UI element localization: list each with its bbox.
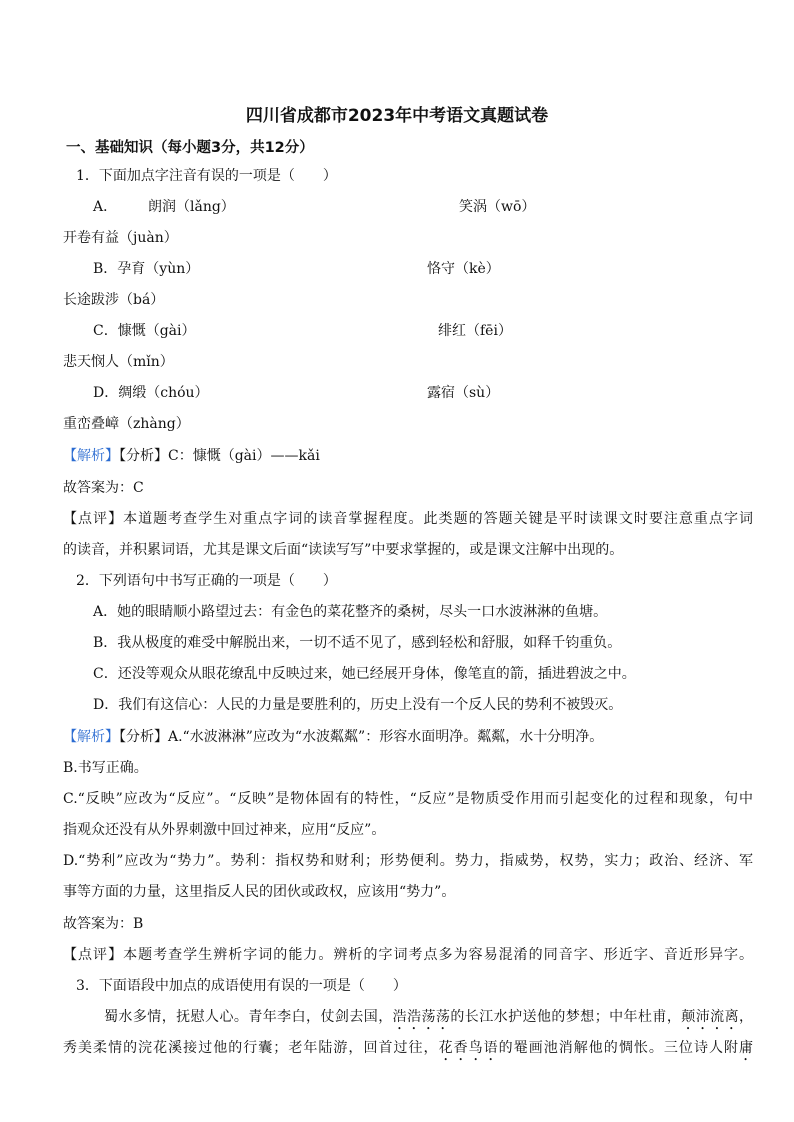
q1-option-b-3: 长途跋涉（bá） [63,292,165,308]
q2-analysis-text: 【分析】A.“水波淋淋”应改为“水波粼粼”：形容水面明净。粼粼，水十分明净。 [119,729,604,745]
q1-option-a-1: 朗润（lǎng） [148,199,235,215]
q2-option-b: B．我从极度的难受中解脱出来，一切不适不见了，感到轻松和舒服，如释千钧重负。 [93,635,622,651]
q2-answer: 故答案为：B [63,916,144,932]
q1-answer: 故答案为：C [63,480,144,496]
q2-comment: 【点评】本题考查学生辨析字词的能力。辨析的字词考点多为容易混淆的同音字、形近字、音近形异字。 [63,947,753,963]
analysis-tag: 【解析】 [63,448,119,464]
q1-option-c-2: 绯红（fēi） [438,323,512,339]
q1-option-a-letter: A． [93,199,118,215]
question-3-stem: 3．下面语段中加点的成语使用有误的一项是（ ） [76,978,407,994]
q1-option-d-2: 露宿（sù） [427,385,500,401]
dotted-idiom: 颠沛流离 [681,1009,740,1025]
q1-option-c-1: C．慷慨（gài） [93,323,196,339]
q1-comment-line-2: 的读音，并积累词语，尤其是课文后面“读读写写”中要求掌握的，或是课文注解中出现的。 [63,542,624,558]
q2-option-d: D．我们有这信心：人民的力量是要胜利的，历史上没有一个反人民的势利不被毁灭。 [93,697,623,713]
passage-text: ， [739,1009,754,1025]
q1-option-b-1: B．孕育（yùn） [93,261,200,277]
q1-option-c-3: 悲天悯人（mǐn） [63,354,174,370]
q2-analysis [63,727,603,747]
q1-option-d-3: 重峦叠嶂（zhàng） [63,416,190,432]
question-2-stem: 2．下列语句中书写正确的一项是（ ） [76,573,337,589]
q1-option-a-3: 开卷有益（juàn） [63,230,178,246]
passage-text: 秀美柔情的浣花溪接过他的行囊；老年陆游，回首过往， [63,1040,439,1056]
q2-analysis-c-line-2: 指观众还没有从外界刺激中回过神来，应用“反应”。 [63,822,386,838]
dotted-idiom: 浩浩荡荡 [392,1009,451,1025]
q1-option-d-1: D．绸缎（chóu） [93,385,209,401]
q1-analysis [63,446,320,466]
q1-option-a-2: 笑涡（wō） [459,199,536,215]
q1-analysis-text: 【分析】C：慷慨（gài）——kǎi [119,448,320,464]
q2-analysis-d-line-1: D.“势利”应改为“势力”。势利：指权势和财利；形势便利。势力，指威势，权势，实力；政治、经济、军 [63,853,753,869]
passage-text: 的罨画池消解他的惆怅。三位诗人附 [498,1040,740,1056]
q2-option-a: A．她的眼睛顺小路望过去：有金色的菜花整齐的桑树，尽头一口水波淋淋的鱼塘。 [93,604,608,620]
dotted-idiom: 庸 [739,1040,754,1056]
passage-text: 蜀水多情，抚慰人心。青年李白，仗剑去国， [104,1009,393,1025]
passage-text: 的长江水护送他的梦想；中年杜甫， [450,1009,682,1025]
question-1-stem: 1．下面加点字注音有误的一项是（ ） [76,168,337,184]
q2-analysis-d-line-2: 事等方面的力量，这里指反人民的团伙或政权，应该用“势力”。 [63,884,456,900]
q2-option-c: C．还没等观众从眼花缭乱中反映过来，她已经展开身体，像笔直的箭，插进碧波之中。 [93,666,636,682]
q1-option-b-2: 恪守（kè） [427,261,500,277]
dotted-idiom: 花香鸟语 [438,1040,499,1056]
q2-analysis-c-line-1: C.“反映”应改为“反应”。“反映”是物体固有的特性，“反应”是物质受作用而引起变化的过程和现象，句中 [63,791,753,807]
analysis-tag: 【解析】 [63,729,119,745]
q1-comment-line-1: 【点评】本道题考查学生对重点字词的读音掌握程度。此类题的答题关键是平时读课文时要注意重点字词 [63,511,753,527]
section-heading: 一、基础知识（每小题3分，共12分） [66,140,314,156]
q3-passage-line-2 [63,1038,753,1064]
q3-passage-line-1 [104,1007,753,1033]
q2-analysis-b: B.书写正确。 [63,760,148,776]
page-title: 四川省成都市2023年中考语文真题试卷 [245,106,549,126]
